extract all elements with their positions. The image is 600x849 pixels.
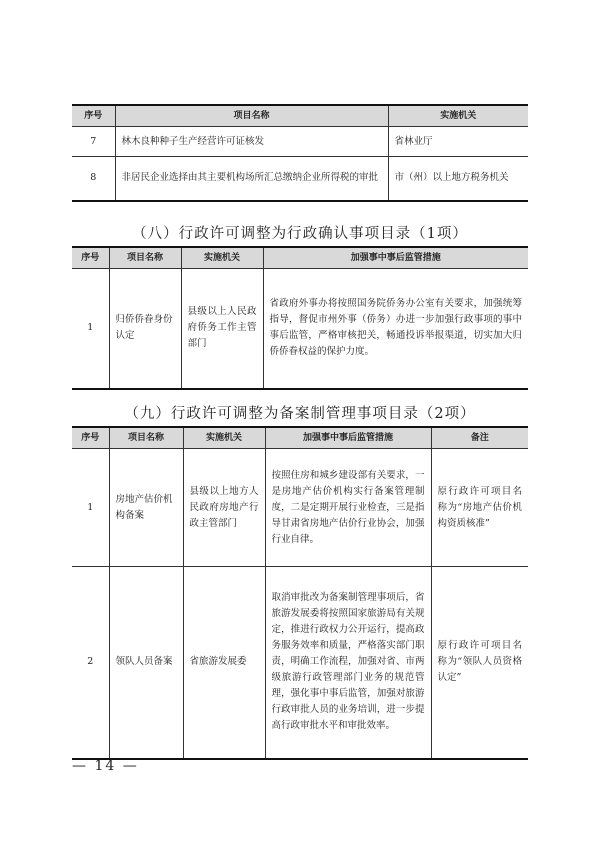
cell-measure: 按照住房和城乡建设部有关要求，一是房地产估价机构实行备案管理制度，二是定期开展行业检查，三是指导甘肃省房地产估价行业协会，加强行业自律。 <box>265 449 431 567</box>
cell-agency: 县级以上地方人民政府房地产行政主管部门 <box>183 449 265 567</box>
col-header-measure: 加强事中事后监管措施 <box>265 427 431 449</box>
cell-measure: 取消审批改为备案制管理事项后，省旅游发展委将按照国家旅游局有关规定，推进行政权力公开运行，提高政务服务效率和质量，严格落实部门职责，明确工作流程，加强对省、市两级旅游行政管理部门业务的规范管理，强化事中事后监管，加强对旅游行政审批人员的业务培训，进一步提高行政审批水平和审批效率。 <box>265 567 431 759</box>
table-row <box>72 157 528 201</box>
cell-agency: 省林业厅 <box>388 127 528 157</box>
col-header-no: 序号 <box>72 105 115 127</box>
cell-note: 原行政许可项目名称为“领队人员资格认定” <box>431 567 528 759</box>
table-continuation <box>72 104 528 202</box>
col-header-name: 项目名称 <box>109 247 181 269</box>
table-row <box>72 127 528 157</box>
cell-agency: 省旅游发展委 <box>183 567 265 759</box>
cell-note: 原行政许可项目名称为“房地产估价机构资质核准” <box>431 449 528 567</box>
table-header-row <box>72 247 528 269</box>
cell-name: 非居民企业选择由其主要机构场所汇总缴纳企业所得税的审批 <box>115 157 388 201</box>
cell-no: 2 <box>72 567 109 759</box>
cell-no: 1 <box>72 269 109 389</box>
cell-no: 1 <box>72 449 109 567</box>
cell-measure: 省政府外事办将按照国务院侨务办公室有关要求，加强统筹指导，督促市州外事（侨务）办进一步加强行政事项的事中事后监管，严格审核把关，畅通投诉举报渠道，切实加大归侨侨眷权益的保护力度。 <box>263 269 528 389</box>
table-section-8 <box>72 246 528 390</box>
cell-name: 林木良种种子生产经营许可证核发 <box>115 127 388 157</box>
table-section-9 <box>72 426 528 760</box>
section-title-9: （九）行政许可调整为备案制管理事项目录（2项） <box>124 406 476 422</box>
col-header-agency: 实施机关 <box>183 427 265 449</box>
cell-name: 领队人员备案 <box>109 567 183 759</box>
cell-agency: 县级以上人民政府侨务工作主管部门 <box>181 269 263 389</box>
col-header-name: 项目名称 <box>115 105 388 127</box>
table-header-row <box>72 427 528 449</box>
col-header-name: 项目名称 <box>109 427 183 449</box>
cell-agency: 市（州）以上地方税务机关 <box>388 157 528 201</box>
table-header-row <box>72 105 528 127</box>
col-header-agency: 实施机关 <box>388 105 528 127</box>
table-row <box>72 567 528 759</box>
table-row <box>72 269 528 389</box>
page-number: — 14 — <box>72 758 139 774</box>
col-header-measure: 加强事中事后监管措施 <box>263 247 528 269</box>
col-header-no: 序号 <box>72 247 109 269</box>
cell-name: 归侨侨眷身份认定 <box>109 269 181 389</box>
col-header-no: 序号 <box>72 427 109 449</box>
section-title-8: （八）行政许可调整为行政确认事项目录（1项） <box>132 226 468 242</box>
table-row <box>72 449 528 567</box>
cell-no: 8 <box>72 157 115 201</box>
cell-name: 房地产估价机构备案 <box>109 449 183 567</box>
cell-no: 7 <box>72 127 115 157</box>
col-header-agency: 实施机关 <box>181 247 263 269</box>
col-header-note: 备注 <box>431 427 528 449</box>
